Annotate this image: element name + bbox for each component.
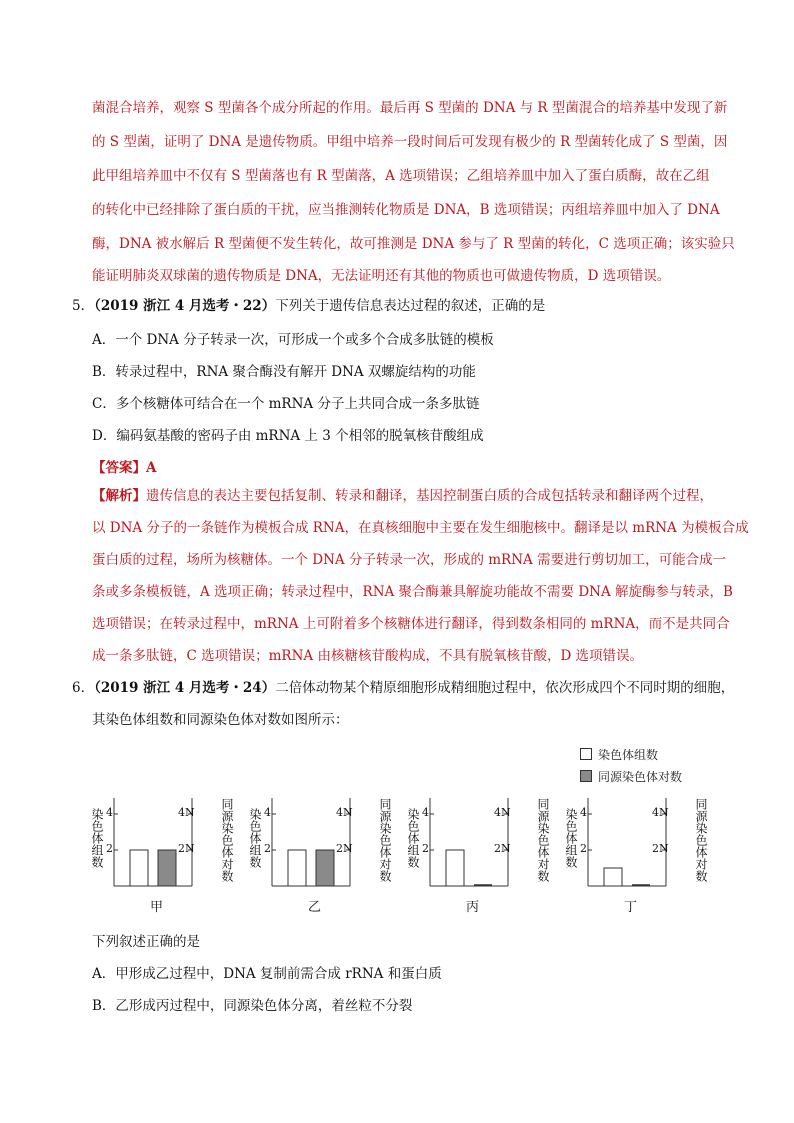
tick-label-left: 2 bbox=[422, 842, 429, 855]
analysis-line: 成一条多肽链，C 选项错误；mRNA 由核糖核苷酸构成，不具有脱氧核苷酸，D 选项错误。 bbox=[92, 648, 644, 664]
question-text: 二倍体动物某个精原细胞形成精细胞过程中，依次形成四个不同时期的细胞， bbox=[275, 680, 735, 696]
category-label: 丁 bbox=[624, 900, 638, 915]
question-text-2: 其染色体组数和同源染色体对数如图所示： bbox=[92, 712, 349, 728]
explanation-line: 的 S 型菌，证明了 DNA 是遗传物质。甲组中培养一段时间后可发现有极少的 R 型菌转化成了 S 型菌，因 bbox=[92, 134, 728, 150]
tick-label-right: 2N bbox=[178, 842, 195, 855]
bar-set-count bbox=[288, 850, 306, 886]
question-source: （2019 浙江 4 月选考・24） bbox=[94, 680, 276, 696]
tick-label-right: 2N bbox=[652, 842, 669, 855]
tick-label-left: 2 bbox=[264, 842, 271, 855]
y-axis-label-left: 染色体组数 bbox=[90, 808, 104, 868]
explanation-line: 菌混合培养，观察 S 型菌各个成分所起的作用。最后再 S 型菌的 DNA 与 R 型菌混合的培养基中发现了新 bbox=[92, 100, 728, 116]
question-stem bbox=[72, 678, 734, 698]
option-d: D．编码氨基酸的密码子由 mRNA 上 3 个相邻的脱氧核苷酸组成 bbox=[92, 428, 484, 444]
bar-chart-4 bbox=[564, 788, 724, 918]
option-c: C．多个核糖体可结合在一个 mRNA 分子上共同合成一条多肽链 bbox=[92, 396, 480, 412]
tick-label-right: 4N bbox=[336, 806, 353, 819]
explanation-line: 的转化中已经排除了蛋白质的干扰，应当推测转化物质是 DNA，B 选项错误；丙组培养皿中加入了 DNA bbox=[92, 202, 720, 218]
option-b: B．乙形成丙过程中，同源染色体分离，着丝粒不分裂 bbox=[92, 998, 413, 1014]
tick-label-left: 2 bbox=[580, 842, 587, 855]
analysis-line: 蛋白质的过程，场所为核糖体。一个 DNA 分子转录一次，形成的 mRNA 需要进行剪切加工，可能合成一 bbox=[92, 552, 727, 568]
tick-label-right: 4N bbox=[178, 806, 195, 819]
y-axis-label-left: 染色体组数 bbox=[248, 808, 262, 868]
tick-label-right: 4N bbox=[652, 806, 669, 819]
category-label: 甲 bbox=[150, 900, 164, 915]
tick-label-left: 4 bbox=[106, 806, 113, 819]
analysis-text: 遗传信息的表达主要包括复制、转录和翻译，基因控制蛋白质的合成包括转录和翻译两个过程， bbox=[146, 488, 713, 504]
option-b: B．转录过程中，RNA 聚合酶没有解开 DNA 双螺旋结构的功能 bbox=[92, 364, 476, 380]
option-a: A．一个 DNA 分子转录一次，可形成一个或多个合成多肽链的模板 bbox=[92, 332, 494, 348]
tick-label-right: 4N bbox=[494, 806, 511, 819]
legend-item bbox=[580, 743, 682, 765]
option-a: A．甲形成乙过程中，DNA 复制前需合成 rRNA 和蛋白质 bbox=[92, 966, 442, 982]
question-text: 下列关于遗传信息表达过程的叙述，正确的是 bbox=[275, 298, 546, 314]
category-label: 丙 bbox=[466, 900, 480, 915]
answer-value: A bbox=[146, 460, 157, 476]
category-label: 乙 bbox=[308, 900, 322, 915]
bar-set-count bbox=[130, 850, 148, 886]
answer-label: 【答案】 bbox=[92, 460, 146, 476]
bar-set-count bbox=[446, 850, 464, 886]
question-number: 6． bbox=[72, 680, 95, 696]
question-prompt: 下列叙述正确的是 bbox=[92, 934, 200, 950]
bar-chart-2 bbox=[248, 788, 408, 918]
legend-swatch-gray bbox=[580, 770, 592, 782]
explanation-line: 能证明肺炎双球菌的遗传物质是 DNA，无法证明还有其他的物质也可做遗传物质，D 选项错误。 bbox=[92, 268, 671, 284]
analysis-line bbox=[92, 486, 713, 506]
tick-label-left: 4 bbox=[580, 806, 587, 819]
chart-legend bbox=[580, 743, 682, 787]
y-axis-label-right: 同源染色体对数 bbox=[220, 798, 234, 882]
bar-chart-1 bbox=[90, 788, 250, 918]
analysis-line: 选项错误；在转录过程中，mRNA 上可附着多个核糖体进行翻译，得到数条相同的 mRNA，而不是共同合 bbox=[92, 616, 730, 632]
tick-label-left: 4 bbox=[422, 806, 429, 819]
bar-homolog-pairs bbox=[316, 850, 334, 886]
answer bbox=[92, 458, 156, 478]
y-axis-label-right: 同源染色体对数 bbox=[378, 798, 392, 882]
bar-chart-3 bbox=[406, 788, 566, 918]
explanation-line: 此甲组培养皿中不仅有 S 型菌落也有 R 型菌落，A 选项错误；乙组培养皿中加入了蛋白质酶，故在乙组 bbox=[92, 168, 710, 184]
tick-label-right: 2N bbox=[494, 842, 511, 855]
question-number: 5． bbox=[72, 298, 95, 314]
legend-swatch-white bbox=[580, 748, 592, 760]
explanation-line: 酶，DNA 被水解后 R 型菌便不发生转化，故可推测是 DNA 参与了 R 型菌的转化，C 选项正确；该实验只 bbox=[92, 236, 735, 252]
analysis-line: 以 DNA 分子的一条链作为模板合成 RNA，在真核细胞中主要在发生细胞核中。翻译是以 mRNA 为模板合成 bbox=[92, 520, 749, 536]
question-source: （2019 浙江 4 月选考・22） bbox=[94, 298, 276, 314]
y-axis-label-right: 同源染色体对数 bbox=[536, 798, 550, 882]
tick-label-left: 4 bbox=[264, 806, 271, 819]
y-axis-label-right: 同源染色体对数 bbox=[694, 798, 708, 882]
y-axis-label-left: 染色体组数 bbox=[406, 808, 420, 868]
legend-label: 染色体组数 bbox=[598, 747, 659, 762]
legend-item bbox=[580, 765, 682, 787]
legend-label: 同源染色体对数 bbox=[598, 769, 683, 784]
bar-homolog-pairs bbox=[158, 850, 176, 886]
tick-label-left: 2 bbox=[106, 842, 113, 855]
analysis-label: 【解析】 bbox=[92, 488, 146, 504]
analysis-line: 条或多条模板链，A 选项正确；转录过程中，RNA 聚合酶兼具解旋功能故不需要 DNA 解旋酶参与转录，B bbox=[92, 584, 733, 600]
tick-label-right: 2N bbox=[336, 842, 353, 855]
question-stem bbox=[72, 296, 545, 316]
y-axis-label-left: 染色体组数 bbox=[564, 808, 578, 868]
bar-set-count bbox=[604, 868, 622, 886]
